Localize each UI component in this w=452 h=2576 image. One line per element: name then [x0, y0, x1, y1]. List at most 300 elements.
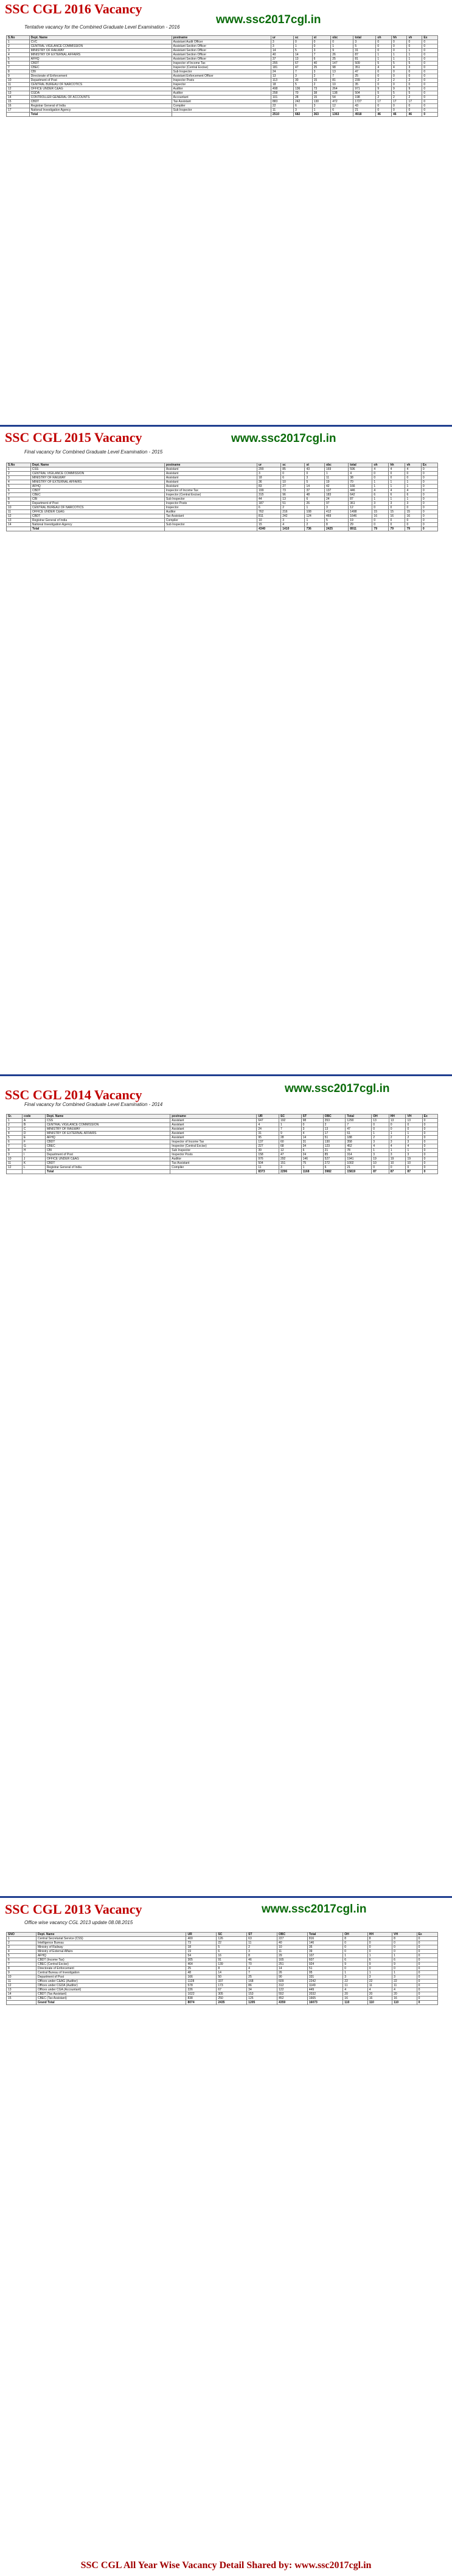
table-cell: 7 — [346, 1123, 372, 1127]
table-cell: Central Secretariat Service (CSS) — [36, 1937, 186, 1941]
table-cell: AFHQ — [36, 1954, 186, 1958]
table-cell: Directorate of Enforcement — [36, 1967, 186, 1971]
table-cell: VH — [406, 1115, 422, 1119]
table-cell: 11 — [392, 1984, 417, 1988]
table-cell: Total — [45, 1170, 170, 1174]
table-cell: 67 — [217, 1988, 247, 1992]
table-cell: 472 — [331, 100, 353, 104]
table-cell: 0 — [417, 1941, 437, 1945]
table-cell: 0 — [422, 100, 438, 104]
table-cell: Offices under CGA (Accountant) — [36, 1988, 186, 1992]
table-header-row — [7, 1115, 438, 1119]
table-cell: 86 — [247, 1984, 277, 1988]
table-cell: hh — [389, 463, 405, 467]
table-cell: 11 — [367, 1984, 392, 1988]
section-subtitle: Final vacancy for Combined Graduate Level Examination - 2014 — [24, 1102, 163, 1107]
table-cell: 0 — [391, 70, 407, 74]
table-cell: Directorate of Enforcement — [29, 74, 172, 79]
table-cell: 13 — [7, 91, 30, 96]
table-cell: 337 — [217, 1979, 247, 1984]
table-cell: 0 — [421, 527, 437, 531]
table-cell: Inspector Posts — [170, 1153, 257, 1157]
table-cell: 3 — [407, 66, 422, 70]
table-cell: 8 — [367, 1937, 392, 1941]
table-cell: 73 — [281, 489, 305, 493]
table-cell: 3 — [301, 1127, 323, 1132]
table-cell: Ex — [417, 1933, 437, 1937]
table-cell: 11 — [7, 83, 30, 87]
table-cell: 8 — [217, 1967, 247, 1971]
table-cell: 192 — [279, 1119, 302, 1123]
table-cell: 12 — [7, 87, 30, 91]
table-cell: 39 — [257, 1149, 279, 1153]
table-cell: 361 — [349, 502, 372, 506]
table-cell: 2 — [323, 1123, 346, 1127]
table-cell: 3 — [312, 70, 331, 74]
table-cell: 91 — [217, 1958, 247, 1962]
table-cell: 98 — [301, 1119, 323, 1123]
table-cell: Assistant — [170, 1123, 257, 1127]
table-cell: 0 — [417, 1997, 437, 2001]
table-cell: 647 — [257, 1119, 279, 1123]
table-cell: 87 — [353, 53, 376, 57]
table-cell: 14 — [293, 53, 312, 57]
table-cell: 6 — [372, 493, 389, 497]
table-cell: 5 — [407, 61, 422, 66]
table-cell: 4 — [343, 1988, 367, 1992]
table-cell: 7 — [7, 1144, 23, 1149]
table-cell: 63 — [247, 1937, 277, 1941]
table-cell: 0 — [422, 87, 438, 91]
table-cell: 3 — [389, 1140, 406, 1144]
table-cell: Ex — [422, 1115, 437, 1119]
table-cell: 6 — [343, 1958, 367, 1962]
table-cell: 20 — [367, 1992, 392, 1997]
table-cell: 2 — [407, 96, 422, 100]
table-cell: 40 — [277, 1941, 308, 1945]
table-cell: 13 — [293, 57, 312, 61]
table-cell: 1 — [407, 57, 422, 61]
table-cell: Compiler — [164, 519, 257, 523]
table-cell: 3 — [293, 108, 312, 113]
table-cell: 315 — [257, 493, 281, 497]
table-cell: 1 — [7, 1119, 23, 1123]
table-cell: 110 — [343, 2001, 367, 2005]
table-cell: 9 — [331, 49, 353, 53]
table-cell — [170, 1170, 257, 1174]
table-cell: 9 — [367, 1962, 392, 1967]
table-cell: 1 — [406, 1132, 422, 1136]
table-cell: 15819 — [346, 1170, 372, 1174]
table-cell: 198 — [353, 96, 376, 100]
table-cell: 73 — [312, 87, 331, 91]
table-cell: 9 — [279, 1132, 302, 1136]
table-cell: 0 — [391, 108, 407, 113]
table-cell: 6 — [331, 108, 353, 113]
table-cell: 81 — [331, 79, 353, 83]
table-row — [7, 1941, 438, 1945]
table-cell: 1 — [372, 1132, 389, 1136]
table-cell: 0 — [407, 104, 422, 108]
table-cell: 16 — [405, 514, 421, 519]
table-cell: 0 — [421, 489, 437, 493]
table-cell: 0 — [421, 514, 437, 519]
table-cell: 11 — [7, 1161, 23, 1166]
table-cell: 0 — [372, 506, 389, 510]
table-cell: D — [22, 1132, 45, 1136]
table-cell: 113 — [271, 79, 293, 83]
table-cell: 9 — [7, 74, 30, 79]
table-cell: obc — [331, 36, 353, 40]
table-cell: 0 — [422, 66, 438, 70]
table-cell: 816 — [307, 1937, 342, 1941]
table-cell: 0 — [422, 1166, 437, 1170]
table-cell: 147 — [331, 61, 353, 66]
table-cell: 15 — [372, 510, 389, 514]
table-cell: 47 — [346, 1127, 372, 1132]
table-cell: MINISTRY OF RAILWAY — [45, 1127, 170, 1132]
table-cell: 0 — [417, 1975, 437, 1979]
table-row — [7, 1153, 438, 1157]
table-cell: 552 — [277, 1992, 308, 1997]
table-cell: 0 — [367, 1950, 392, 1954]
table-cell: Inspector of Income Tax — [172, 61, 271, 66]
table-cell: 3 — [305, 476, 324, 480]
table-row — [7, 1127, 438, 1132]
table-cell: 13 — [7, 519, 31, 523]
table-cell: S.No — [7, 36, 30, 40]
table-cell: 0 — [422, 113, 438, 117]
vacancy-table — [6, 1114, 438, 1174]
table-cell: 50 — [217, 1975, 247, 1979]
table-cell: 36 — [257, 480, 281, 485]
table-cell: 38 — [349, 476, 372, 480]
table-cell: 6 — [312, 57, 331, 61]
table-cell: 12 — [279, 1149, 302, 1153]
table-cell: 6 — [305, 497, 324, 502]
table-row — [7, 66, 438, 70]
table-cell: 6 — [367, 1958, 392, 1962]
table-cell: 5 — [353, 44, 376, 49]
table-cell: Offices under CGDA (Auditor) — [36, 1984, 186, 1988]
table-cell: 0 — [422, 1132, 437, 1136]
table-cell: 17 — [376, 100, 392, 104]
table-cell: 5 — [407, 91, 422, 96]
table-cell: 0 — [305, 472, 324, 476]
table-cell: 0 — [367, 1945, 392, 1950]
table-cell: 1 — [389, 497, 405, 502]
table-cell: 10 — [281, 480, 305, 485]
table-cell: 353 — [323, 1119, 346, 1123]
table-cell: 166 — [349, 485, 372, 489]
table-cell: 60 — [279, 1140, 302, 1144]
table-cell: 5 — [7, 1954, 37, 1958]
table-cell: 125 — [247, 1997, 277, 2001]
table-row — [7, 485, 438, 489]
table-cell: 12 — [7, 1984, 37, 1988]
table-cell: 1 — [367, 1954, 392, 1958]
table-cell: 0 — [406, 1166, 422, 1170]
table-cell: 18 — [271, 83, 293, 87]
table-cell: 19 — [186, 1950, 217, 1954]
table-row — [7, 1984, 438, 1988]
table-cell: 331 — [307, 1975, 342, 1979]
table-cell — [7, 1170, 23, 1174]
table-cell: 5 — [376, 91, 392, 96]
table-cell: 14 — [277, 1967, 308, 1971]
table-cell: 19 — [372, 1157, 389, 1161]
table-cell: 68 — [279, 1144, 302, 1149]
table-cell: 0 — [281, 472, 305, 476]
table-cell: CBI — [29, 70, 172, 74]
table-row — [7, 472, 438, 476]
table-row — [7, 1979, 438, 1984]
table-cell: CENTRAL VIGILANCE COMMISSION — [30, 472, 164, 476]
table-cell: 578 — [186, 1984, 217, 1988]
table-cell: 46 — [391, 113, 407, 117]
table-cell: Assistant Audit Officer — [172, 40, 271, 44]
table-cell: 40 — [271, 53, 293, 57]
table-cell: 11 — [324, 476, 348, 480]
table-cell: 0 — [372, 1123, 389, 1127]
table-cell: Tax Assistant — [164, 514, 257, 519]
table-cell: 11 — [7, 1979, 37, 1984]
table-cell: 0 — [407, 70, 422, 74]
table-cell: OBC — [323, 1115, 346, 1119]
site-link[interactable]: www.ssc2017cgl.in — [231, 432, 336, 445]
table-cell: 0 — [422, 83, 438, 87]
table-cell: 83 — [257, 485, 281, 489]
section-2014 — [0, 1076, 452, 1880]
site-link[interactable]: www.ssc2017cgl.in — [285, 1082, 390, 1095]
table-total-row — [7, 2001, 438, 2005]
table-cell: 14 — [7, 1992, 37, 1997]
table-cell: 6 — [281, 476, 305, 480]
table-cell: A — [22, 1119, 45, 1123]
table-row — [7, 1975, 438, 1979]
table-cell: UR — [186, 1933, 217, 1937]
table-cell: 16 — [372, 514, 389, 519]
table-row — [7, 83, 438, 87]
table-cell: 34 — [301, 1144, 323, 1149]
table-cell: 272 — [323, 1161, 346, 1166]
table-cell: 2 — [7, 1123, 23, 1127]
table-cell: 70 — [293, 91, 312, 96]
table-cell: 79 — [405, 527, 421, 531]
table-cell: 16 — [367, 1997, 392, 2001]
table-cell: 1 — [367, 1971, 392, 1975]
table-cell: 1 — [372, 480, 389, 485]
table-cell: 1 — [279, 1123, 302, 1127]
table-cell: 15 — [7, 1997, 37, 2001]
table-cell: 0 — [343, 1945, 367, 1950]
table-cell: 1 — [312, 108, 331, 113]
table-cell: National Investigation Agency — [29, 108, 172, 113]
table-cell: 138 — [331, 91, 353, 96]
table-cell: 3 — [367, 1975, 392, 1979]
table-cell: 16 — [217, 1954, 247, 1958]
site-link[interactable]: www.ssc2017cgl.in — [262, 1903, 367, 1916]
table-cell: Total — [346, 1115, 372, 1119]
table-cell: 19 — [389, 1157, 406, 1161]
table-cell: 3 — [271, 40, 293, 44]
table-cell: 3 — [372, 1153, 389, 1157]
table-cell: 0 — [376, 44, 392, 49]
table-cell: 38 — [312, 91, 331, 96]
table-cell: Assistant — [164, 472, 257, 476]
table-row — [7, 1140, 438, 1144]
section-title: SSC CGL 2013 Vacancy — [5, 1902, 142, 1917]
table-cell: st — [305, 463, 324, 467]
table-row — [7, 1988, 438, 1992]
vacancy-table — [6, 35, 438, 117]
table-cell: 1 — [407, 53, 422, 57]
table-cell: 4 — [7, 53, 30, 57]
table-cell: Sub Inspector — [172, 70, 271, 74]
table-row — [7, 74, 438, 79]
table-cell: 0 — [406, 1123, 422, 1127]
table-cell: 1 — [389, 485, 405, 489]
table-cell: 11 — [271, 108, 293, 113]
table-cell: 8074 — [186, 2001, 217, 2005]
table-cell: 0 — [372, 1166, 389, 1170]
table-cell: 0 — [391, 83, 407, 87]
table-cell: 469 — [324, 514, 348, 519]
table-cell: 452 — [277, 1997, 308, 2001]
table-cell: Assistant — [164, 476, 257, 480]
footer-credit: SSC CGL All Year Wise Vacancy Detail Shared by: www.ssc2017cgl.in — [80, 2560, 372, 2571]
table-cell: 642 — [349, 493, 372, 497]
table-cell: 0 — [417, 1958, 437, 1962]
table-cell: 1 — [293, 44, 312, 49]
table-cell: 187 — [257, 502, 281, 506]
section-subtitle: Final vacancy for Combined Graduate Level Examination - 2015 — [24, 449, 163, 455]
table-cell: sc — [293, 36, 312, 40]
table-cell: 3 — [247, 1950, 277, 1954]
table-row — [7, 467, 438, 472]
table-cell: 14 — [271, 49, 293, 53]
table-row — [7, 1958, 438, 1962]
table-cell: 7 — [279, 1127, 302, 1132]
table-row — [7, 1123, 438, 1127]
table-cell: 4 — [367, 1988, 392, 1992]
table-cell: Assistant — [164, 485, 257, 489]
table-cell: 4 — [372, 489, 389, 493]
table-cell: 10 — [7, 1975, 37, 1979]
table-cell: 4 — [389, 489, 405, 493]
table-cell: 1 — [405, 497, 421, 502]
table-cell: 22 — [271, 104, 293, 108]
table-cell: 1128 — [186, 1979, 217, 1984]
table-cell: 166 — [186, 1975, 217, 1979]
table-cell: 0 — [407, 108, 422, 113]
table-cell: 18 — [186, 1945, 217, 1950]
table-cell: 1 — [406, 1149, 422, 1153]
table-cell: 110 — [392, 2001, 417, 2005]
table-row — [7, 1971, 438, 1975]
table-cell: CBEC — [45, 1144, 170, 1149]
table-cell: 596 — [349, 467, 372, 472]
table-cell: 9 — [7, 1971, 37, 1975]
table-cell: 12 — [7, 1166, 23, 1170]
table-cell: 95 — [307, 1971, 342, 1975]
table-cell: 1 — [376, 53, 392, 57]
table-cell: 2296 — [279, 1170, 302, 1174]
table-cell: 0 — [391, 44, 407, 49]
table-cell: 173 — [217, 1984, 247, 1988]
table-cell: 31 — [257, 1132, 279, 1136]
table-cell: CBEC (Central Excise) — [36, 1962, 186, 1967]
table-cell: obc — [324, 463, 348, 467]
table-cell: 26 — [305, 502, 324, 506]
table-cell: 0 — [421, 523, 437, 527]
table-cell: 146 — [301, 1157, 323, 1161]
table-cell: 15 — [312, 79, 331, 83]
table-cell: 239 — [353, 79, 376, 83]
table-cell: Assistant — [164, 467, 257, 472]
table-cell: 1 — [343, 1954, 367, 1958]
table-cell: 4 — [389, 467, 405, 472]
table-cell: 0 — [422, 96, 438, 100]
site-link[interactable]: www.ssc2017cgl.in — [216, 13, 321, 26]
table-cell: OH — [372, 1115, 389, 1119]
table-cell: 2435 — [217, 2001, 247, 2005]
table-cell: 0 — [405, 472, 421, 476]
table-cell: 10 — [7, 506, 31, 510]
table-cell: 21 — [346, 1166, 372, 1170]
table-cell: 22 — [367, 1979, 392, 1984]
table-cell: Sub Inspector — [164, 523, 257, 527]
table-cell: 0 — [417, 2001, 437, 2005]
table-cell: 3 — [405, 502, 421, 506]
table-cell: SNO — [7, 1933, 37, 1937]
table-row — [7, 476, 438, 480]
table-cell — [7, 113, 30, 117]
table-cell: 85 — [323, 1153, 346, 1157]
table-cell: 1290 — [346, 1119, 372, 1123]
table-row — [7, 1144, 438, 1149]
table-cell: 0 — [407, 83, 422, 87]
table-cell: 35 — [307, 1945, 342, 1950]
table-cell: 351 — [353, 66, 376, 70]
section-2013 — [0, 1898, 452, 2555]
table-cell: 0 — [422, 1119, 437, 1123]
table-cell: 0 — [422, 70, 438, 74]
table-row — [7, 1119, 438, 1123]
table-cell: 607 — [307, 1958, 342, 1962]
table-cell: 15 — [7, 100, 30, 104]
table-cell: 250 — [217, 1997, 247, 2001]
table-cell: 21 — [323, 1149, 346, 1153]
table-cell: 15 — [257, 523, 281, 527]
table-cell: 226 — [186, 1988, 217, 1992]
table-cell: 1 — [392, 1971, 417, 1975]
table-row — [7, 1166, 438, 1170]
table-cell: CBDT — [30, 489, 164, 493]
table-cell: C — [22, 1127, 45, 1132]
table-cell: 0 — [422, 1157, 437, 1161]
table-cell: 4 — [376, 66, 392, 70]
table-cell: Sub Inspector — [172, 108, 271, 113]
table-cell: 0 — [392, 1941, 417, 1945]
table-cell: 108 — [305, 510, 324, 514]
table-cell: 0 — [422, 1153, 437, 1157]
table-cell: 8 — [7, 497, 31, 502]
table-cell: 48 — [305, 493, 324, 497]
table-row — [7, 61, 438, 66]
table-cell: 30 — [293, 79, 312, 83]
table-cell: 0 — [312, 40, 331, 44]
